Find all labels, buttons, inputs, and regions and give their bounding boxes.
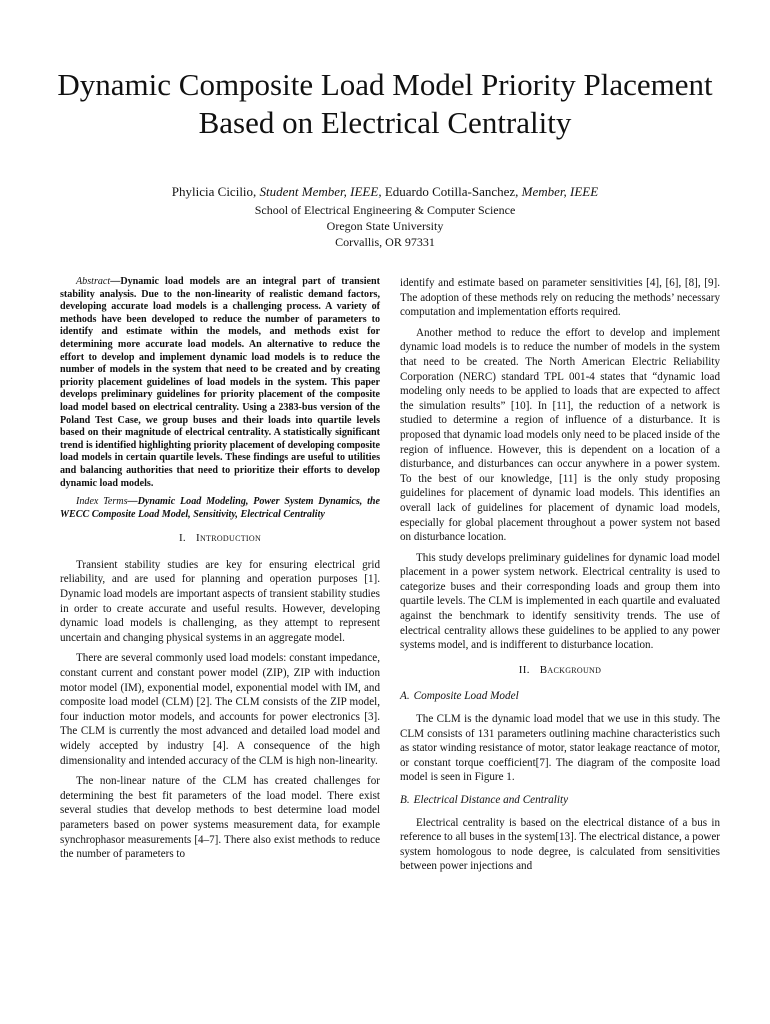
index-terms xyxy=(60,496,380,521)
section-heading-background xyxy=(400,663,720,678)
author-name: Eduardo Cotilla-Sanchez, xyxy=(384,184,519,199)
author-role: Student Member, IEEE, xyxy=(259,184,382,199)
section-title: Introduction xyxy=(195,532,262,545)
paragraph: identify and estimate based on parameter sensitivities [4], [6], [8], [9]. The adoption of these methods rely on reducing the methods’ necessary computation and implementation efforts required. xyxy=(400,277,720,319)
abstract-label: Abstract xyxy=(76,276,111,287)
paragraph: Transient stability studies are key for ensuring electrical grid reliability, and are used for planning and operation purposes [1]. Dynamic load models are important aspects of transient stability studies in order to create accurate and useful results. However, developing dynamic load models is challenging, as they attempt to represent uncertain and changing physical systems in an aggregate model. xyxy=(60,558,380,644)
index-terms-text: —Dynamic Load Modeling, Power System Dynamics, the WECC Composite Load Model, Sensitivity, Electrical Centrality xyxy=(60,496,380,520)
author-name: Phylicia Cicilio, xyxy=(171,184,257,199)
paragraph: The CLM is the dynamic load model that we use in this study. The CLM consists of 131 parameters outlining machine characteristics such as stator winding resistance of motor, stator leakage reactance of motor, or constant torque coefficient[7]. The diagram of the composite load model is seen in Figure 1. xyxy=(400,713,720,784)
section-number: I. xyxy=(178,532,186,545)
section-number: II. xyxy=(518,663,530,676)
subsection-label: B. xyxy=(400,794,410,806)
subsection-title: Electrical Distance and Centrality xyxy=(413,794,569,806)
paragraph: Electrical centrality is based on the electrical distance of a bus in reference to all buses in the system[13]. The electrical distance, a power system homologous to node degree, is calculated from sensitivities between power injections and xyxy=(400,816,720,873)
section-title: Background xyxy=(539,663,602,676)
subsection-heading-electrical-distance xyxy=(400,793,720,808)
affiliation-school: School of Electrical Engineering & Computer Science xyxy=(254,203,516,217)
subsection-heading-composite-load-model xyxy=(400,689,720,704)
affiliation-location: Corvallis, OR 97331 xyxy=(335,235,435,249)
subsection-title: Composite Load Model xyxy=(413,690,519,703)
author-role: Member, IEEE xyxy=(521,184,599,199)
paragraph: Another method to reduce the effort to develop and implement dynamic load models is to reduce the number of models in the system that need to be created. The North American Electric Reliability Corporation (NERC) standard TPL 001-4 states that “dynamic load modeling only needs to be applied to loads that are expected to affect the simulation results” [10]. In [11], the reduction of a network is studied to determine a region of influence of a disturbance. It is proposed that dynamic load models only need to be placed inside of the region of influence. However, this is dependent on a location of a disturbance, and disturbances can occur anywhere in a power system. To the best of our knowledge, [11] is the only study proposing guidelines for placement of dynamic load models. This identifies an overall lack of guidelines for placement of dynamic load models, especially for global placement throughout a power system not based on disturbance location. xyxy=(400,326,720,544)
paper-title: Dynamic Composite Load Model Priority Placement Based on Electrical Centrality xyxy=(57,67,713,140)
subsection-label: A. xyxy=(400,690,410,703)
author-line xyxy=(20,184,750,200)
section-heading-introduction xyxy=(60,531,380,546)
abstract-text: —Dynamic load models are an integral part of transient stability analysis. Due to the non-linearity of realistic demand factors, developing accurate load models is a challenging process. A variety of methods have been developed to reduce the number of parameters to identify and estimate within the models, and methods exist for determining more accurate load models. An alternative to reduce the effort to develop and implement dynamic load models is to reduce the number of models in the system that need to be created and by creating priority placement guidelines of load models in the system. This paper develops preliminary guidelines for priority placement of the composite load model based on electrical centrality. Using a 2383-bus version of the Poland Test Case, we group buses and their loads into quartile levels based on their magnitude of electrical centrality. A statistically significant trend is identified highlighting priority placement of developing composite load models in certain quartile levels. These findings are useful to utilities and balancing authorities that need to prioritize their efforts to develop dynamic load models. xyxy=(60,276,380,489)
right-column xyxy=(400,276,720,880)
paragraph: This study develops preliminary guidelines for dynamic load model placement in a power system network. Electrical centrality is used to categorize buses and their corresponding loads and group them into quartile levels. The CLM is implemented in each quartile and evaluated against the benchmark to identify sensitivity trends. The use of electrical centrality allows these guidelines to be applied to any power systems model, and is indifferent to disturbance location. xyxy=(400,551,720,652)
index-terms-label: Index Terms xyxy=(76,496,128,508)
paragraph: There are several commonly used load models: constant impedance, constant current and constant power model (ZIP), ZIP with induction motor model (IM), exponential model, exponential model with IM, and composite load model (CLM) [2]. The CLM consists of the ZIP model, four induction motor models, and accounts for power electronics [3]. The CLM is currently the most advanced and detailed load model and widely accepted by industry [4]. A consequence of the high dimensionality and intended accuracy of the CLM is high non-linearity. xyxy=(60,652,380,767)
left-column xyxy=(60,276,380,868)
affiliation-university: Oregon State University xyxy=(326,219,444,233)
paragraph: The non-linear nature of the CLM has created challenges for determining the best fit parameters of the load model. There exist several studies that develop methods to best determine load model parameters based on power systems measurement data, for example synchrophasor measurements [4–7]. There also exist methods to reduce the number of parameters to xyxy=(60,775,380,861)
abstract xyxy=(60,276,380,490)
